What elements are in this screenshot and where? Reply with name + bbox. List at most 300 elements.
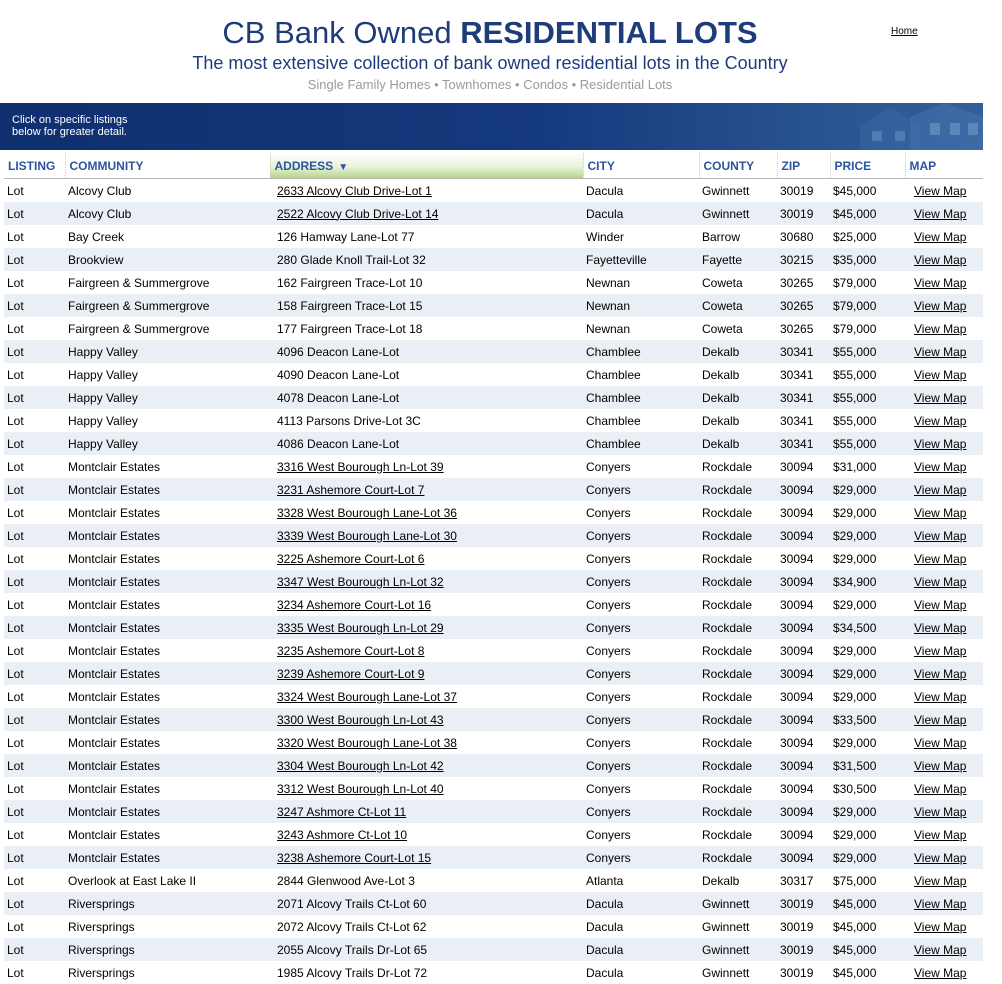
- cell-listing: Lot: [4, 754, 65, 777]
- table-row[interactable]: [4, 386, 983, 409]
- cell-listing: Lot: [4, 317, 65, 340]
- cell-listing: Lot: [4, 524, 65, 547]
- cell-county: Rockdale: [699, 708, 777, 731]
- cell-listing: Lot: [4, 685, 65, 708]
- cell-zip: 30094: [777, 708, 830, 731]
- cell-zip: 30094: [777, 731, 830, 754]
- view-map-link[interactable]: View Map: [914, 873, 967, 888]
- view-map-link[interactable]: View Map: [914, 528, 967, 543]
- cell-city: Conyers: [583, 685, 699, 708]
- cell-county: Rockdale: [699, 846, 777, 869]
- view-map-link[interactable]: View Map: [914, 275, 967, 290]
- table-row[interactable]: [4, 639, 983, 662]
- cell-county: Dekalb: [699, 869, 777, 892]
- cell-listing: Lot: [4, 570, 65, 593]
- cell-address[interactable]: 3347 West Bourough Ln-Lot 32: [270, 570, 583, 593]
- cell-price: $29,000: [830, 524, 905, 547]
- cell-county: Rockdale: [699, 570, 777, 593]
- cell-city: Conyers: [583, 639, 699, 662]
- cell-listing: Lot: [4, 823, 65, 846]
- cell-map: [905, 409, 983, 432]
- cell-listing: Lot: [4, 386, 65, 409]
- table-row[interactable]: [4, 501, 983, 524]
- cell-zip: 30094: [777, 685, 830, 708]
- cell-community: Montclair Estates: [65, 593, 270, 616]
- cell-price: $35,000: [830, 248, 905, 271]
- view-map-link[interactable]: View Map: [914, 965, 967, 980]
- cell-listing: Lot: [4, 202, 65, 225]
- cell-community: Riversprings: [65, 961, 270, 984]
- cell-zip: 30341: [777, 363, 830, 386]
- cell-community: Montclair Estates: [65, 524, 270, 547]
- cell-county: Rockdale: [699, 662, 777, 685]
- cell-zip: 30019: [777, 938, 830, 961]
- cell-county: Gwinnett: [699, 892, 777, 915]
- cell-county: Rockdale: [699, 616, 777, 639]
- cell-city: Conyers: [583, 501, 699, 524]
- cell-listing: Lot: [4, 846, 65, 869]
- cell-listing: Lot: [4, 800, 65, 823]
- cell-community: Happy Valley: [65, 409, 270, 432]
- cell-map: [905, 455, 983, 478]
- cell-price: $45,000: [830, 892, 905, 915]
- cell-community: Montclair Estates: [65, 800, 270, 823]
- cell-listing: Lot: [4, 892, 65, 915]
- cell-address[interactable]: 3320 West Bourough Lane-Lot 38: [270, 731, 583, 754]
- cell-city: Fayetteville: [583, 248, 699, 271]
- cell-map: [905, 179, 983, 203]
- cell-address: 4090 Deacon Lane-Lot: [270, 363, 583, 386]
- table-row[interactable]: [4, 225, 983, 248]
- cell-price: $34,500: [830, 616, 905, 639]
- view-map-link[interactable]: View Map: [914, 390, 967, 405]
- cell-address: 162 Fairgreen Trace-Lot 10: [270, 271, 583, 294]
- cell-map: [905, 294, 983, 317]
- cell-price: $30,500: [830, 777, 905, 800]
- cell-price: $25,000: [830, 225, 905, 248]
- cell-listing: Lot: [4, 455, 65, 478]
- cell-city: Conyers: [583, 777, 699, 800]
- table-row[interactable]: [4, 731, 983, 754]
- cell-city: Dacula: [583, 961, 699, 984]
- cell-map: [905, 593, 983, 616]
- table-row[interactable]: [4, 524, 983, 547]
- cell-community: Montclair Estates: [65, 777, 270, 800]
- cell-address[interactable]: 3243 Ashmore Ct-Lot 10: [270, 823, 583, 846]
- table-row[interactable]: [4, 662, 983, 685]
- table-row[interactable]: [4, 478, 983, 501]
- table-row[interactable]: [4, 685, 983, 708]
- cell-city: Conyers: [583, 570, 699, 593]
- col-header-zip[interactable]: ZIP: [777, 153, 830, 179]
- cell-county: Rockdale: [699, 524, 777, 547]
- view-map-link[interactable]: View Map: [914, 643, 967, 658]
- view-map-link[interactable]: View Map: [914, 896, 967, 911]
- cell-community: Montclair Estates: [65, 754, 270, 777]
- view-map-link[interactable]: View Map: [914, 827, 967, 842]
- view-map-link[interactable]: View Map: [914, 367, 967, 382]
- cell-price: $31,000: [830, 455, 905, 478]
- cell-address[interactable]: 3234 Ashemore Court-Lot 16: [270, 593, 583, 616]
- cell-zip: 30094: [777, 593, 830, 616]
- cell-address: 1985 Alcovy Trails Dr-Lot 72: [270, 961, 583, 984]
- cell-address: 2071 Alcovy Trails Ct-Lot 60: [270, 892, 583, 915]
- banner-note: Click on specific listings below for greater detail.: [12, 114, 128, 138]
- view-map-link[interactable]: View Map: [914, 413, 967, 428]
- col-header-county[interactable]: COUNTY: [699, 153, 777, 179]
- cell-community: Montclair Estates: [65, 685, 270, 708]
- cell-community: Montclair Estates: [65, 616, 270, 639]
- cell-county: Gwinnett: [699, 938, 777, 961]
- cell-county: Rockdale: [699, 639, 777, 662]
- col-header-price[interactable]: PRICE: [830, 153, 905, 179]
- view-map-link[interactable]: View Map: [914, 850, 967, 865]
- cell-zip: 30094: [777, 524, 830, 547]
- cell-zip: 30341: [777, 409, 830, 432]
- cell-price: $75,000: [830, 869, 905, 892]
- title-bold: RESIDENTIAL LOTS: [460, 15, 758, 50]
- cell-map: [905, 846, 983, 869]
- cell-city: Dacula: [583, 892, 699, 915]
- table-row[interactable]: [4, 202, 983, 225]
- table-row[interactable]: [4, 754, 983, 777]
- cell-map: [905, 892, 983, 915]
- table-row[interactable]: [4, 892, 983, 915]
- cell-listing: Lot: [4, 363, 65, 386]
- cell-listing: Lot: [4, 547, 65, 570]
- cell-address[interactable]: 3339 West Bourough Lane-Lot 30: [270, 524, 583, 547]
- cell-city: Chamblee: [583, 386, 699, 409]
- property-types: Single Family Homes • Townhomes • Condos • Residential Lots: [307, 77, 673, 92]
- cell-community: Montclair Estates: [65, 708, 270, 731]
- cell-price: $33,500: [830, 708, 905, 731]
- cell-community: Happy Valley: [65, 432, 270, 455]
- cell-map: [905, 478, 983, 501]
- cell-city: Conyers: [583, 662, 699, 685]
- cell-price: $45,000: [830, 938, 905, 961]
- cell-address[interactable]: 3304 West Bourough Ln-Lot 42: [270, 754, 583, 777]
- view-map-link[interactable]: View Map: [914, 505, 967, 520]
- table-row[interactable]: [4, 294, 983, 317]
- cell-city: Dacula: [583, 202, 699, 225]
- table-row[interactable]: [4, 547, 983, 570]
- cell-zip: 30019: [777, 179, 830, 203]
- cell-map: [905, 685, 983, 708]
- col-header-address[interactable]: ADDRESS ▼: [270, 153, 583, 179]
- cell-address: 158 Fairgreen Trace-Lot 15: [270, 294, 583, 317]
- cell-county: Rockdale: [699, 731, 777, 754]
- cell-address[interactable]: 3247 Ashmore Ct-Lot 11: [270, 800, 583, 823]
- view-map-link[interactable]: View Map: [914, 252, 967, 267]
- cell-community: Brookview: [65, 248, 270, 271]
- cell-listing: Lot: [4, 961, 65, 984]
- cell-zip: 30317: [777, 869, 830, 892]
- cell-zip: 30094: [777, 478, 830, 501]
- cell-map: [905, 363, 983, 386]
- cell-price: $79,000: [830, 317, 905, 340]
- cell-price: $55,000: [830, 409, 905, 432]
- view-map-link[interactable]: View Map: [914, 436, 967, 451]
- cell-county: Dekalb: [699, 340, 777, 363]
- cell-community: Riversprings: [65, 892, 270, 915]
- cell-price: $29,000: [830, 593, 905, 616]
- view-map-link[interactable]: View Map: [914, 344, 967, 359]
- table-row[interactable]: [4, 823, 983, 846]
- cell-city: Conyers: [583, 593, 699, 616]
- cell-community: Montclair Estates: [65, 731, 270, 754]
- cell-zip: 30094: [777, 455, 830, 478]
- cell-map: [905, 639, 983, 662]
- table-row[interactable]: [4, 570, 983, 593]
- cell-city: Conyers: [583, 754, 699, 777]
- cell-county: Gwinnett: [699, 202, 777, 225]
- cell-zip: 30265: [777, 294, 830, 317]
- cell-community: Riversprings: [65, 938, 270, 961]
- cell-county: Coweta: [699, 271, 777, 294]
- view-map-link[interactable]: View Map: [914, 298, 967, 313]
- cell-city: Dacula: [583, 915, 699, 938]
- cell-map: [905, 662, 983, 685]
- title-prefix: CB Bank Owned: [222, 15, 461, 50]
- col-header-city[interactable]: CITY: [583, 153, 699, 179]
- table-row[interactable]: [4, 869, 983, 892]
- cell-zip: 30019: [777, 202, 830, 225]
- cell-price: $29,000: [830, 662, 905, 685]
- cell-map: [905, 202, 983, 225]
- view-map-link[interactable]: View Map: [914, 689, 967, 704]
- cell-address[interactable]: 2522 Alcovy Club Drive-Lot 14: [270, 202, 583, 225]
- view-map-link[interactable]: View Map: [914, 735, 967, 750]
- view-map-link[interactable]: View Map: [914, 183, 967, 198]
- cell-address[interactable]: 3225 Ashemore Court-Lot 6: [270, 547, 583, 570]
- cell-map: [905, 524, 983, 547]
- cell-address: 4113 Parsons Drive-Lot 3C: [270, 409, 583, 432]
- view-map-link[interactable]: View Map: [914, 574, 967, 589]
- cell-zip: 30265: [777, 317, 830, 340]
- table-row[interactable]: [4, 363, 983, 386]
- table-row[interactable]: [4, 915, 983, 938]
- view-map-link[interactable]: View Map: [914, 666, 967, 681]
- view-map-link[interactable]: View Map: [914, 459, 967, 474]
- view-map-link[interactable]: View Map: [914, 597, 967, 612]
- table-row[interactable]: [4, 846, 983, 869]
- table-row[interactable]: [4, 800, 983, 823]
- view-map-link[interactable]: View Map: [914, 482, 967, 497]
- cell-map: [905, 271, 983, 294]
- col-header-listing[interactable]: LISTING: [4, 153, 65, 179]
- cell-address: 126 Hamway Lane-Lot 77: [270, 225, 583, 248]
- cell-county: Rockdale: [699, 800, 777, 823]
- view-map-link[interactable]: View Map: [914, 804, 967, 819]
- cell-community: Montclair Estates: [65, 455, 270, 478]
- listings-table: [4, 153, 983, 984]
- table-row[interactable]: [4, 708, 983, 731]
- cell-zip: 30215: [777, 248, 830, 271]
- table-row[interactable]: [4, 179, 983, 203]
- view-map-link[interactable]: View Map: [914, 942, 967, 957]
- cell-map: [905, 869, 983, 892]
- cell-city: Chamblee: [583, 409, 699, 432]
- cell-address[interactable]: 3231 Ashemore Court-Lot 7: [270, 478, 583, 501]
- cell-address[interactable]: 2633 Alcovy Club Drive-Lot 1: [270, 179, 583, 203]
- cell-county: Dekalb: [699, 386, 777, 409]
- cell-zip: 30094: [777, 547, 830, 570]
- cell-county: Rockdale: [699, 685, 777, 708]
- cell-county: Rockdale: [699, 593, 777, 616]
- table-row[interactable]: [4, 340, 983, 363]
- cell-community: Montclair Estates: [65, 662, 270, 685]
- cell-address: 4086 Deacon Lane-Lot: [270, 432, 583, 455]
- cell-zip: 30094: [777, 616, 830, 639]
- cell-address[interactable]: 3312 West Bourough Ln-Lot 40: [270, 777, 583, 800]
- cell-city: Newnan: [583, 271, 699, 294]
- table-row[interactable]: [4, 455, 983, 478]
- cell-zip: 30094: [777, 846, 830, 869]
- cell-listing: Lot: [4, 616, 65, 639]
- cell-address: 4096 Deacon Lane-Lot: [270, 340, 583, 363]
- view-map-link[interactable]: View Map: [914, 712, 967, 727]
- table-row[interactable]: [4, 248, 983, 271]
- cell-map: [905, 800, 983, 823]
- table-row[interactable]: [4, 938, 983, 961]
- cell-listing: Lot: [4, 915, 65, 938]
- cell-community: Riversprings: [65, 915, 270, 938]
- cell-address[interactable]: 3335 West Bourough Ln-Lot 29: [270, 616, 583, 639]
- cell-address: 4078 Deacon Lane-Lot: [270, 386, 583, 409]
- cell-community: Montclair Estates: [65, 547, 270, 570]
- table-row[interactable]: [4, 409, 983, 432]
- cell-county: Rockdale: [699, 478, 777, 501]
- cell-address: 280 Glade Knoll Trail-Lot 32: [270, 248, 583, 271]
- cell-zip: 30019: [777, 961, 830, 984]
- table-row[interactable]: [4, 432, 983, 455]
- cell-zip: 30019: [777, 892, 830, 915]
- cell-map: [905, 938, 983, 961]
- cell-county: Fayette: [699, 248, 777, 271]
- cell-community: Montclair Estates: [65, 846, 270, 869]
- cell-address[interactable]: 3324 West Bourough Lane-Lot 37: [270, 685, 583, 708]
- cell-zip: 30094: [777, 754, 830, 777]
- cell-listing: Lot: [4, 432, 65, 455]
- table-row[interactable]: [4, 616, 983, 639]
- cell-listing: Lot: [4, 731, 65, 754]
- cell-address[interactable]: 3300 West Bourough Ln-Lot 43: [270, 708, 583, 731]
- cell-county: Rockdale: [699, 777, 777, 800]
- cell-county: Dekalb: [699, 409, 777, 432]
- cell-county: Gwinnett: [699, 915, 777, 938]
- cell-zip: 30094: [777, 501, 830, 524]
- cell-listing: Lot: [4, 271, 65, 294]
- cell-county: Gwinnett: [699, 179, 777, 203]
- cell-map: [905, 547, 983, 570]
- cell-community: Montclair Estates: [65, 478, 270, 501]
- cell-city: Conyers: [583, 478, 699, 501]
- cell-map: [905, 731, 983, 754]
- cell-map: [905, 823, 983, 846]
- cell-map: [905, 777, 983, 800]
- cell-zip: 30094: [777, 777, 830, 800]
- table-header-row: [4, 153, 983, 179]
- cell-map: [905, 708, 983, 731]
- cell-price: $29,000: [830, 731, 905, 754]
- cell-city: Newnan: [583, 317, 699, 340]
- view-map-link[interactable]: View Map: [914, 781, 967, 796]
- view-map-link[interactable]: View Map: [914, 620, 967, 635]
- table-row[interactable]: [4, 777, 983, 800]
- cell-address[interactable]: 3316 West Bourough Ln-Lot 39: [270, 455, 583, 478]
- cell-map: [905, 317, 983, 340]
- cell-map: [905, 570, 983, 593]
- cell-price: $55,000: [830, 363, 905, 386]
- cell-zip: 30341: [777, 340, 830, 363]
- cell-city: Conyers: [583, 731, 699, 754]
- cell-listing: Lot: [4, 409, 65, 432]
- cell-listing: Lot: [4, 938, 65, 961]
- view-map-link[interactable]: View Map: [914, 321, 967, 336]
- cell-price: $29,000: [830, 501, 905, 524]
- cell-price: $29,000: [830, 685, 905, 708]
- cell-price: $55,000: [830, 340, 905, 363]
- cell-zip: 30341: [777, 432, 830, 455]
- view-map-link[interactable]: View Map: [914, 206, 967, 221]
- cell-price: $29,000: [830, 846, 905, 869]
- cell-address: 2844 Glenwood Ave-Lot 3: [270, 869, 583, 892]
- cell-map: [905, 225, 983, 248]
- cell-price: $79,000: [830, 294, 905, 317]
- cell-address[interactable]: 3328 West Bourough Lane-Lot 36: [270, 501, 583, 524]
- house-graphic-icon: [850, 103, 983, 150]
- cell-address: 2055 Alcovy Trails Dr-Lot 65: [270, 938, 583, 961]
- table-row[interactable]: [4, 271, 983, 294]
- cell-map: [905, 961, 983, 984]
- view-map-link[interactable]: View Map: [914, 758, 967, 773]
- cell-address[interactable]: 3239 Ashemore Court-Lot 9: [270, 662, 583, 685]
- cell-price: $45,000: [830, 179, 905, 203]
- cell-city: Conyers: [583, 455, 699, 478]
- cell-address: 177 Fairgreen Trace-Lot 18: [270, 317, 583, 340]
- cell-city: Chamblee: [583, 363, 699, 386]
- table-row[interactable]: [4, 961, 983, 984]
- cell-county: Coweta: [699, 294, 777, 317]
- home-link[interactable]: Home: [891, 26, 918, 37]
- cell-address[interactable]: 3238 Ashemore Court-Lot 15: [270, 846, 583, 869]
- view-map-link[interactable]: View Map: [914, 919, 967, 934]
- col-header-community[interactable]: COMMUNITY: [65, 153, 270, 179]
- cell-community: Fairgreen & Summergrove: [65, 271, 270, 294]
- table-row[interactable]: [4, 317, 983, 340]
- cell-address[interactable]: 3235 Ashemore Court-Lot 8: [270, 639, 583, 662]
- cell-city: Conyers: [583, 547, 699, 570]
- cell-zip: 30341: [777, 386, 830, 409]
- view-map-link[interactable]: View Map: [914, 229, 967, 244]
- cell-city: Newnan: [583, 294, 699, 317]
- cell-city: Conyers: [583, 616, 699, 639]
- cell-zip: 30094: [777, 800, 830, 823]
- cell-city: Conyers: [583, 846, 699, 869]
- cell-zip: 30680: [777, 225, 830, 248]
- cell-city: Conyers: [583, 800, 699, 823]
- cell-price: $34,900: [830, 570, 905, 593]
- page-right-margin: [983, 0, 1002, 983]
- cell-community: Alcovy Club: [65, 179, 270, 203]
- cell-city: Winder: [583, 225, 699, 248]
- cell-zip: 30094: [777, 639, 830, 662]
- view-map-link[interactable]: View Map: [914, 551, 967, 566]
- cell-price: $29,000: [830, 547, 905, 570]
- col-header-map[interactable]: MAP: [905, 153, 983, 179]
- cell-community: Happy Valley: [65, 340, 270, 363]
- table-row[interactable]: [4, 593, 983, 616]
